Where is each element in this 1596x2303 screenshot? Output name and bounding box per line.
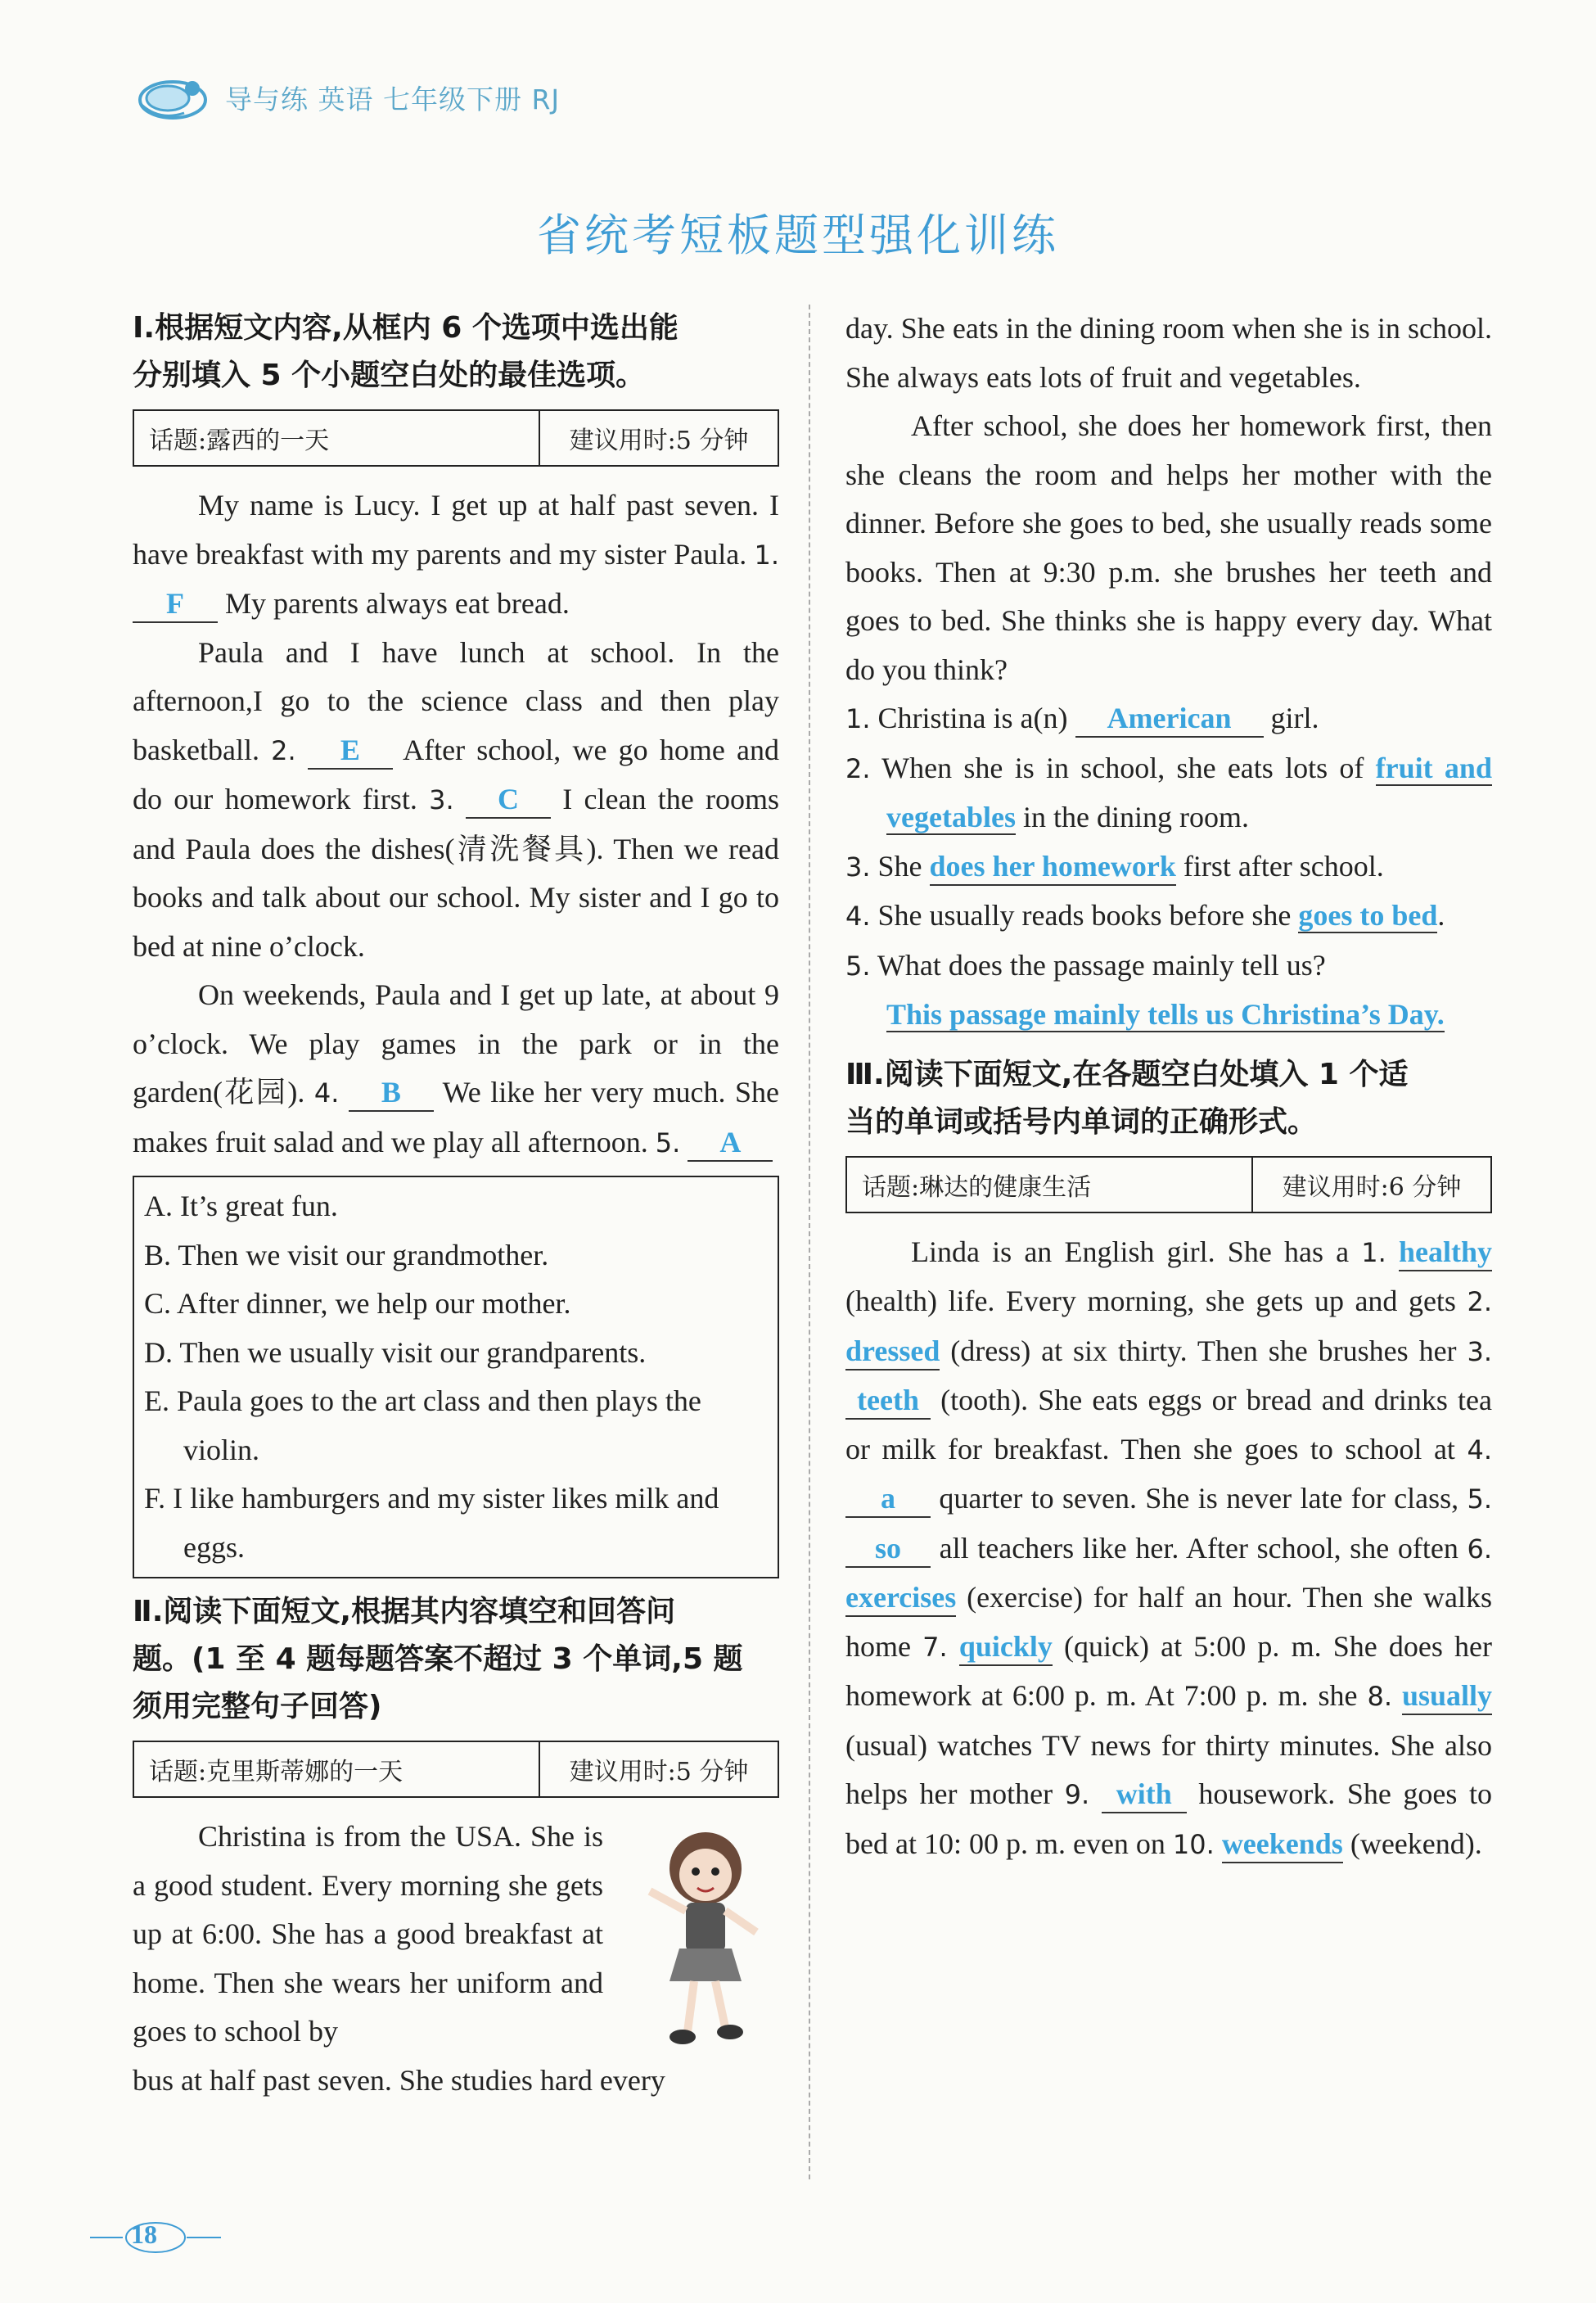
s2-question-3: 3. She does her homework first after school. xyxy=(845,842,1492,892)
answer-blank: exercises xyxy=(845,1579,956,1617)
answer-blank: so xyxy=(845,1530,931,1568)
answer-blank: C xyxy=(466,781,551,819)
option-a: A. It’s great fun. xyxy=(144,1190,338,1222)
section1-title: Ⅰ.根据短文内容,从框内 6 个选项中选出能 分别填入 5 个小题空白处的最佳选项。 xyxy=(133,311,679,392)
publisher-logo-icon xyxy=(135,72,210,124)
answer-blank: goes to bed xyxy=(1298,899,1438,932)
s1-paragraph-2: Paula and I have lunch at school. In the afternoon,I go to the science class and then play basketball. 2. E After school, we go home and do our homework first. 3. C I clean the rooms and Paula does the dishes(清洗餐具). Then we read books and talk about our school. My sister and I go to bed at nine o’clock. xyxy=(133,635,780,963)
topic-label: 话题:琳达的健康生活 xyxy=(862,1172,1092,1202)
right-column xyxy=(845,305,1492,1869)
time-label: 建议用时:5 分钟 xyxy=(539,1742,778,1796)
section3-title: Ⅲ.阅读下面短文,在各题空白处填入 1 个适 当的单词或括号内单词的正确形式。 xyxy=(845,1057,1409,1139)
answer-blank: dressed xyxy=(845,1333,940,1371)
option-f: F. I like hamburgers and my sister likes milk and eggs. xyxy=(144,1482,719,1564)
section2-topic-box xyxy=(133,1741,779,1798)
answer-blank: healthy xyxy=(1399,1234,1492,1271)
options-box xyxy=(133,1176,779,1578)
option-b: B. Then we visit our grandmother. xyxy=(144,1238,549,1271)
s2-question-4: 4. She usually reads books before she goes to bed. xyxy=(845,899,1445,932)
answer-blank: usually xyxy=(1402,1678,1492,1715)
answer-blank: E xyxy=(308,732,393,770)
page-number: 18 xyxy=(90,2216,221,2257)
section2-title: Ⅱ.阅读下面短文,根据其内容填空和回答问 题。(1 至 4 题每题答案不超过 3 个单词,5 题 须用完整句子回答) xyxy=(133,1595,743,1723)
answer-blank: fruit and vegetables xyxy=(886,751,1492,833)
answer-blank: teeth xyxy=(845,1382,931,1420)
section1-topic-box xyxy=(133,409,779,467)
time-label: 建议用时:5 分钟 xyxy=(539,411,778,465)
section3-topic-box xyxy=(845,1156,1492,1213)
answer-blank: with xyxy=(1102,1776,1187,1813)
answer-blank: weekends xyxy=(1222,1826,1343,1863)
s2-question-2: 2. When she is in school, she eats lots of fruit and vegetables in the dining room. xyxy=(845,751,1492,833)
s2-question-1: 1. Christina is a(n) American girl. xyxy=(845,694,1492,744)
topic-label: 话题:露西的一天 xyxy=(149,427,330,455)
s2-story-start xyxy=(133,1813,779,2057)
left-column xyxy=(133,305,779,2105)
page-title: 省统考短板题型强化训练 xyxy=(537,210,1059,261)
s3-paragraph: Linda is an English girl. She has a 1. healthy (health) life. Every morning, she gets up and gets 2. dressed (dress) at six thirty. Then she brushes her 3. teeth (tooth). She eats eggs or bread and drinks tea or milk for breakfast. Then she goes to school at 4. a quarter to seven. She is never late for class, 5. so all teachers like her. After school, she often 6. exercises (exercise) for half an hour. Then she walks home 7. quickly (quick) at 5:00 p. m. She does her homework at 6:00 p. m. At 7:00 p. m. she 8. usually (usual) watches TV news for thirty minutes. She also helps her mother 9. with housework. She goes to bed at 10: 00 p. m. even on 10. weekends (weekend). xyxy=(845,1228,1492,1870)
column-divider xyxy=(809,305,810,2179)
answer-blank: does her homework xyxy=(930,848,1176,886)
topic-label: 话题:克里斯蒂娜的一天 xyxy=(149,1758,404,1786)
answer-blank: B xyxy=(349,1074,434,1112)
girl-illustration-icon xyxy=(633,1818,773,2055)
s2-paragraph-2: After school, she does her homework first, then she cleans the room and helps her mother with the dinner. Before she goes to bed, she usually reads some books. Then at 9:30 p.m. she brushes her teeth and goes to bed. She thinks she is happy every day. What do you think? xyxy=(845,409,1492,686)
answer-blank: A xyxy=(688,1124,773,1162)
option-e: E. Paula goes to the art class and then plays the violin. xyxy=(144,1384,701,1466)
answer-blank: F xyxy=(133,585,218,623)
s2-paragraph-1c: day. She eats in the dining room when she is in school. She always eats lots of fruit and vegetables. xyxy=(845,312,1492,394)
s1-paragraph-1: My name is Lucy. I get up at half past seven. I have breakfast with my parents and my sister Paula. 1. F My parents always eat bread. xyxy=(133,481,779,629)
option-d: D. Then we usually visit our grandparents. xyxy=(144,1335,647,1369)
option-c: C. After dinner, we help our mother. xyxy=(144,1287,571,1320)
s1-paragraph-3: On weekends, Paula and I get up late, at about 9 o’clock. We play games in the park or in the garden(花园). 4. B We like her very much. She makes fruit salad and we play all afternoon. 5. A xyxy=(133,971,779,1167)
s2-paragraph-1a: Christina is from the USA. She is a good student. Every morning she gets up at 6:00. She has a good breakfast at home. Then she wears her uniform and goes to school by xyxy=(133,1820,603,2048)
s2-question-5: 5. What does the passage mainly tell us? This passage mainly tells us Christina’s Day. xyxy=(845,948,1445,1031)
s2-paragraph-1b: bus at half past seven. She studies hard every xyxy=(133,2063,665,2097)
answer-blank: a xyxy=(845,1480,931,1518)
answer-blank: American xyxy=(1075,700,1264,738)
answer-blank: quickly xyxy=(959,1628,1053,1666)
time-label: 建议用时:6 分钟 xyxy=(1251,1158,1490,1212)
answer-blank: This passage mainly tells us Christina’s Day. xyxy=(886,998,1445,1031)
book-header: 导与练 英语 七年级下册 RJ xyxy=(225,84,561,115)
